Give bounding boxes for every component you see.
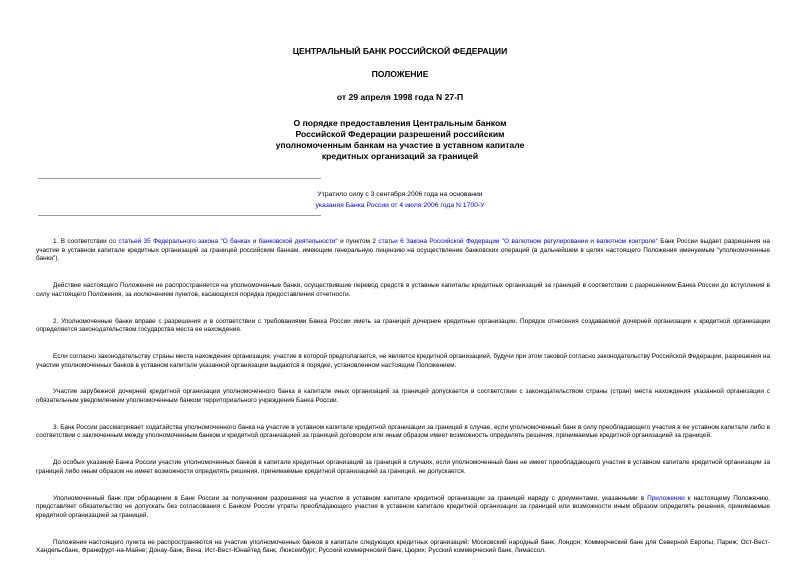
legal-reference-link[interactable]: статьей 35 Федерального закона "О банках и банковской деятельности"	[118, 238, 338, 245]
legal-reference-link[interactable]: Приложении	[647, 494, 685, 502]
paragraph-text: Если согласно законодательству страны места нахождения организация, участие в которой предполагается, не является кредитной организацией, будучи при этом таковой согласно законодательству Российской Федерации, разрешения на участие уполномоченных банков в уставном капитале указанной организации выдаются в порядке, установленном настоящим Положением.	[36, 352, 770, 369]
paragraph	[36, 318, 770, 335]
paragraph	[36, 539, 770, 556]
paragraph-text: Участие зарубежной дочерней кредитной организации уполномоченного банка в капитале иных организаций за границей допускается в соответствии с законодательством страны (стран) места нахождения указанной организации с обязательным уведомлением уполномоченным банком территориального учреждения Банка России.	[36, 388, 770, 405]
lapse-notice-link[interactable]: указания Банка России от 4 июля 2006 года N 1700-У	[315, 202, 485, 209]
document-date-heading: от 29 апреля 1998 года N 27-П	[336, 92, 464, 102]
paragraph-text: Действие настоящего Положения не распространяется на уполномоченные банки, осуществившие перевод средств в уставные капиталы кредитных организаций за границей в соответствии с разрешением Банка России до вступления в силу настоящего Положения, за исключением пунктов, касающихся порядка предоставления отчетности.	[36, 282, 770, 298]
paragraph-gap	[36, 441, 770, 459]
paragraph-gap	[36, 521, 770, 539]
paragraph-text: Уполномоченный банк при обращении в Банк России за получением разрешения на участие в уставном капитале кредитной организации за границей наряду с документами, указанными в	[53, 494, 648, 502]
paragraph-gap	[36, 406, 770, 424]
lapse-notice-text: Утратило силу с 3 сентября 2006 года на основании	[317, 191, 483, 198]
paragraph-text: к настоящему Положению, представляет обязательство не допускать без согласования с Банком России утраты преобладающего участия в уставном капитале кредитной организации за границей или возможности иным образом определять решения, принимаемые кредитной организацией за границей.	[36, 494, 770, 519]
paragraph-text: Банк России выдает разрешения на участие в уставном капитале кредитных организаций за границей российским банкам, имеющим генеральную лицензию на осуществление банковских операций (в дальнейшем в целях настоящего Положения именуемым "уполномоченные банки").	[36, 238, 770, 263]
paragraph-gap	[36, 264, 770, 282]
paragraph-text: 1. В соответствии со	[53, 238, 119, 245]
paragraph	[36, 282, 770, 299]
paragraph-gap	[36, 477, 770, 495]
paragraph	[36, 388, 770, 405]
paragraph-text: и пунктом 2	[337, 238, 379, 245]
paragraph	[36, 238, 770, 264]
paragraph-gap	[36, 370, 770, 388]
paragraph-gap	[36, 300, 770, 318]
top-divider	[38, 178, 321, 179]
paragraph-text: Положения настоящего пункта не распространяются на участие уполномоченных банков в капитале следующих кредитных организаций: Московский народный банк, Лондон; Коммерческий банк для Северной Европы, Париж; Ост-Вест-Хандельсбанк, Франкфурт-на-Майне; Донау-банк, Вена; Ист-Вест-Юнайтед банк, Люксембург; Русский коммерческий банк, Цюрих; Русский коммерческий банк, Лимассол.	[36, 538, 770, 555]
paragraph-text: 3. Банк России рассматривает ходатайства уполномоченного банка на участие в уставном капитале кредитной организации за границей в случае, если уполномоченный банк в силу преобладающего участия в ее уставном капитале либо в соответствии с заключенным между уполномоченным банком и кредитной организацией за границей договором или иным образом имеет возможность определять решения, принимаемые кредитной организацией за границей.	[36, 423, 770, 440]
lapse-notice	[200, 189, 600, 211]
paragraph	[36, 424, 770, 441]
bottom-divider	[38, 215, 321, 216]
issuer-heading: ЦЕНТРАЛЬНЫЙ БАНК РОССИЙСКОЙ ФЕДЕРАЦИИ	[292, 46, 508, 56]
paragraph	[36, 495, 770, 521]
paragraph-gap	[36, 335, 770, 353]
paragraph-text: 2. Уполномоченные банки вправе с разрешения и в соответствии с требованиями Банка России иметь за границей дочерние кредитные организации. Порядок отнесения создаваемой дочерней организации к кредитной организации определяется законодательством государства места ее нахождения.	[36, 317, 770, 334]
paragraph	[36, 459, 770, 476]
document-type-heading: ПОЛОЖЕНИЕ	[371, 69, 429, 79]
legal-reference-link[interactable]: статьи 6 Закона Российской Федерации "О валютном регулировании и валютном контроле"	[378, 238, 658, 245]
document-body	[36, 238, 770, 556]
paragraph-text: До особых указаний Банка России участие уполномоченных банков в капитале кредитных организаций за границей в случаях, если уполномоченный банк не имеет преобладающего участия в уставном капитале кредитной организации за границей либо иным образом не имеет возможности определять решения, принимаемые кредитной организацией за границей, не допускается.	[36, 459, 770, 475]
document-title: О порядке предоставления Центральным банком Российской Федерации разрешений российским уполномоченным банкам на участие в уставном капитале кредитных организаций за границей	[275, 118, 525, 161]
paragraph	[36, 353, 770, 370]
